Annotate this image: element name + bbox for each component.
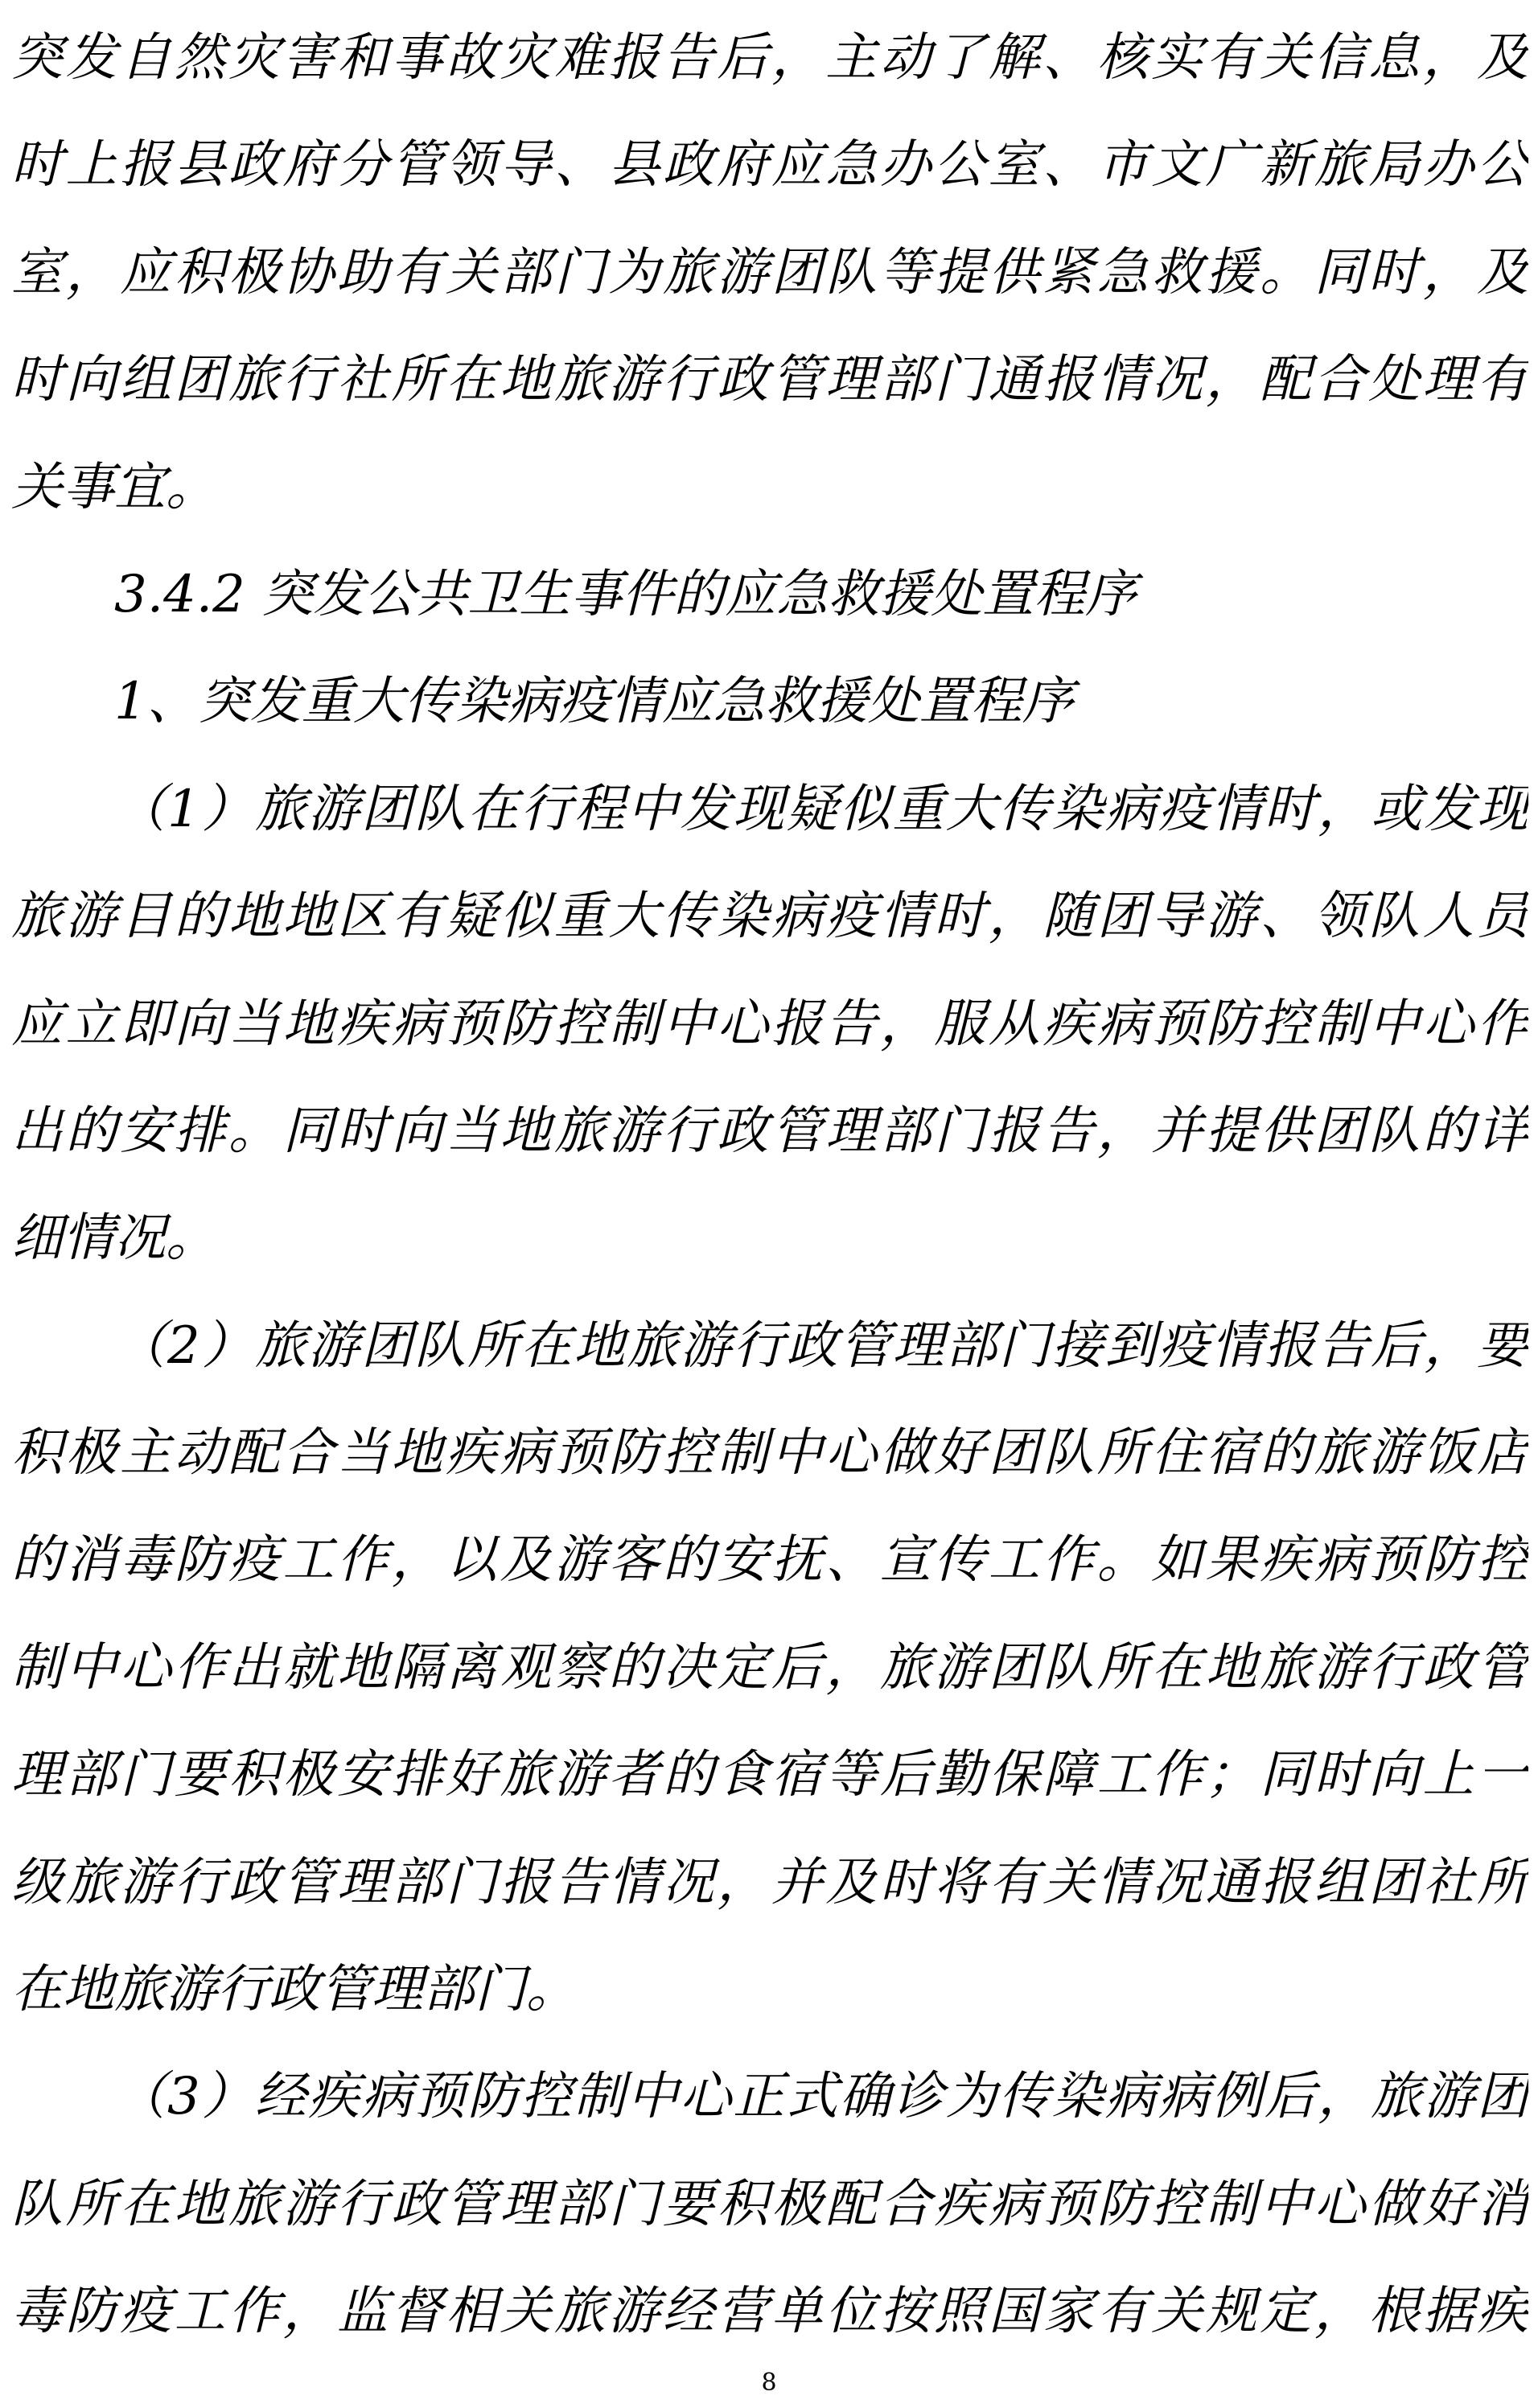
paragraph-line: 突发自然灾害和事故灾难报告后，主动了解、核实有关信息，及 <box>11 28 1528 88</box>
paragraph-line: 在地旅游行政管理部门。 <box>11 1960 578 2020</box>
paragraph-line: 级旅游行政管理部门报告情况，并及时将有关情况通报组团社所 <box>11 1852 1528 1912</box>
paragraph-line: 时上报县政府分管领导、县政府应急办公室、市文广新旅局办公 <box>11 135 1528 196</box>
paragraph-line: 应立即向当地疾病预防控制中心报告，服从疾病预防控制中心作 <box>11 994 1528 1054</box>
paragraph-line: 时向组团旅行社所在地旅游行政管理部门通报情况，配合处理有 <box>11 350 1528 410</box>
paragraph-line: 的消毒防疫工作，以及游客的安抚、宣传工作。如果疾病预防控 <box>11 1530 1528 1591</box>
paragraph-line: 出的安排。同时向当地旅游行政管理部门报告，并提供团队的详 <box>11 1101 1528 1161</box>
section-heading: 3.4.2 突发公共卫生事件的应急救援处置程序 <box>114 564 1137 624</box>
document-body <box>11 5 1528 2366</box>
paragraph-line: （1）旅游团队在行程中发现疑似重大传染病疫情时，或发现 <box>114 779 1528 839</box>
paragraph-line: 室，应积极协助有关部门为旅游团队等提供紧急救援。同时，及 <box>11 242 1528 303</box>
paragraph-line: 毒防疫工作，监督相关旅游经营单位按照国家有关规定，根据疾 <box>11 2282 1528 2342</box>
paragraph-line: （3）经疾病预防控制中心正式确诊为传染病病例后，旅游团 <box>114 2067 1528 2127</box>
paragraph-line: 积极主动配合当地疾病预防控制中心做好团队所住宿的旅游饭店 <box>11 1423 1528 1484</box>
paragraph-line: 细情况。 <box>11 1208 217 1269</box>
paragraph-line: 制中心作出就地隔离观察的决定后，旅游团队所在地旅游行政管 <box>11 1637 1528 1698</box>
paragraph-line: 队所在地旅游行政管理部门要积极配合疾病预防控制中心做好消 <box>11 2174 1528 2234</box>
page-number: 8 <box>761 2369 777 2397</box>
paragraph-line: 旅游目的地地区有疑似重大传染病疫情时，随团导游、领队人员 <box>11 887 1528 947</box>
paragraph-line: （2）旅游团队所在地旅游行政管理部门接到疫情报告后，要 <box>114 1315 1528 1376</box>
paragraph-line: 关事宜。 <box>11 457 217 517</box>
paragraph-line: 理部门要积极安排好旅游者的食宿等后勤保障工作；同时向上一 <box>11 1745 1528 1805</box>
subsection-heading: 1、突发重大传染病疫情应急救援处置程序 <box>114 672 1074 732</box>
